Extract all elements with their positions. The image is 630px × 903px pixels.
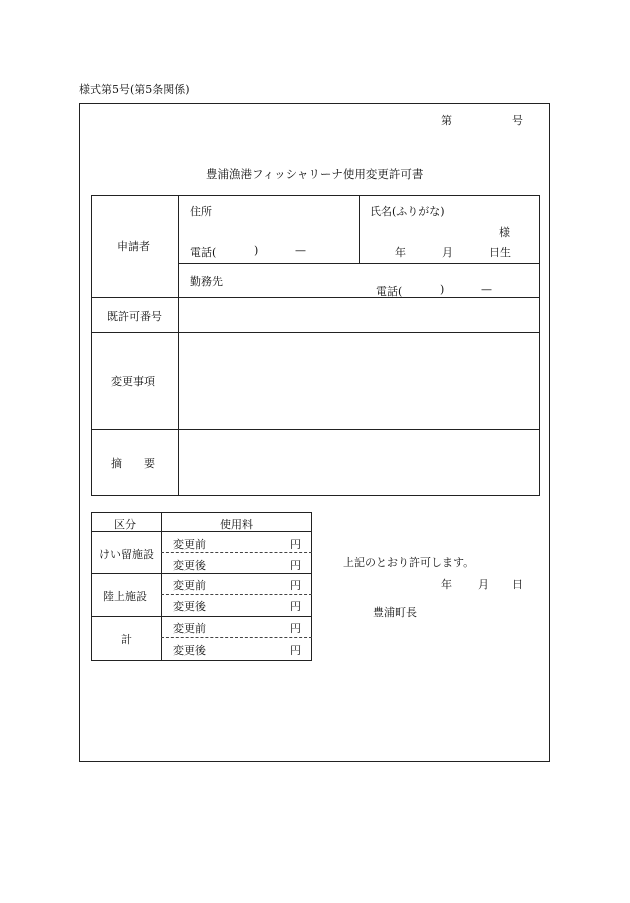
approval-month: 月 [478, 578, 489, 591]
fee-yen: 円 [290, 538, 301, 551]
fee-after: 変更後 [173, 600, 206, 613]
applicant-label: 申請者 [117, 240, 150, 253]
fee-after: 変更後 [173, 559, 206, 572]
document-title: 豊浦漁港フィッシャリーナ使用変更許可書 [206, 167, 424, 181]
phone-dash: — [295, 244, 306, 257]
existing-permit-label: 既許可番号 [107, 310, 162, 323]
applicant-table [91, 195, 540, 496]
fee-yen: 円 [290, 644, 301, 657]
fee-header-category: 区分 [114, 518, 136, 531]
work-phone-dash: — [481, 283, 492, 296]
fee-header-fee: 使用料 [220, 518, 253, 531]
fee-category: 計 [121, 633, 132, 646]
summary-label: 摘 要 [111, 457, 155, 470]
approval-day: 日 [512, 578, 523, 591]
work-phone-close: ) [440, 283, 445, 296]
phone-label: 電話( [190, 246, 217, 259]
fee-yen: 円 [290, 579, 301, 592]
form-id: 様式第5号(第5条関係) [79, 83, 190, 96]
change-items-label: 変更事項 [111, 375, 155, 388]
fee-after: 変更後 [173, 644, 206, 657]
name-label: 氏名(ふりがな) [370, 205, 445, 218]
phone-close: ) [254, 244, 259, 257]
fee-yen: 円 [290, 622, 301, 635]
fee-before: 変更前 [173, 622, 206, 635]
fee-category: けい留施設 [99, 548, 154, 561]
fee-yen: 円 [290, 559, 301, 572]
workplace-label: 勤務先 [190, 275, 223, 288]
fee-yen: 円 [290, 600, 301, 613]
birth-month: 月 [442, 246, 453, 259]
number-go: 号 [512, 114, 523, 127]
fee-category: 陸上施設 [103, 590, 147, 603]
approval-text: 上記のとおり許可します。 [343, 556, 475, 569]
approval-signer: 豊浦町長 [373, 606, 417, 619]
birth-day: 日生 [489, 246, 511, 259]
approval-year: 年 [441, 578, 452, 591]
honorific: 様 [499, 226, 510, 239]
address-label: 住所 [190, 205, 212, 218]
fee-before: 変更前 [173, 579, 206, 592]
work-phone-label: 電話( [376, 285, 403, 298]
number-dai: 第 [441, 114, 452, 127]
birth-year: 年 [395, 246, 406, 259]
fee-before: 変更前 [173, 538, 206, 551]
